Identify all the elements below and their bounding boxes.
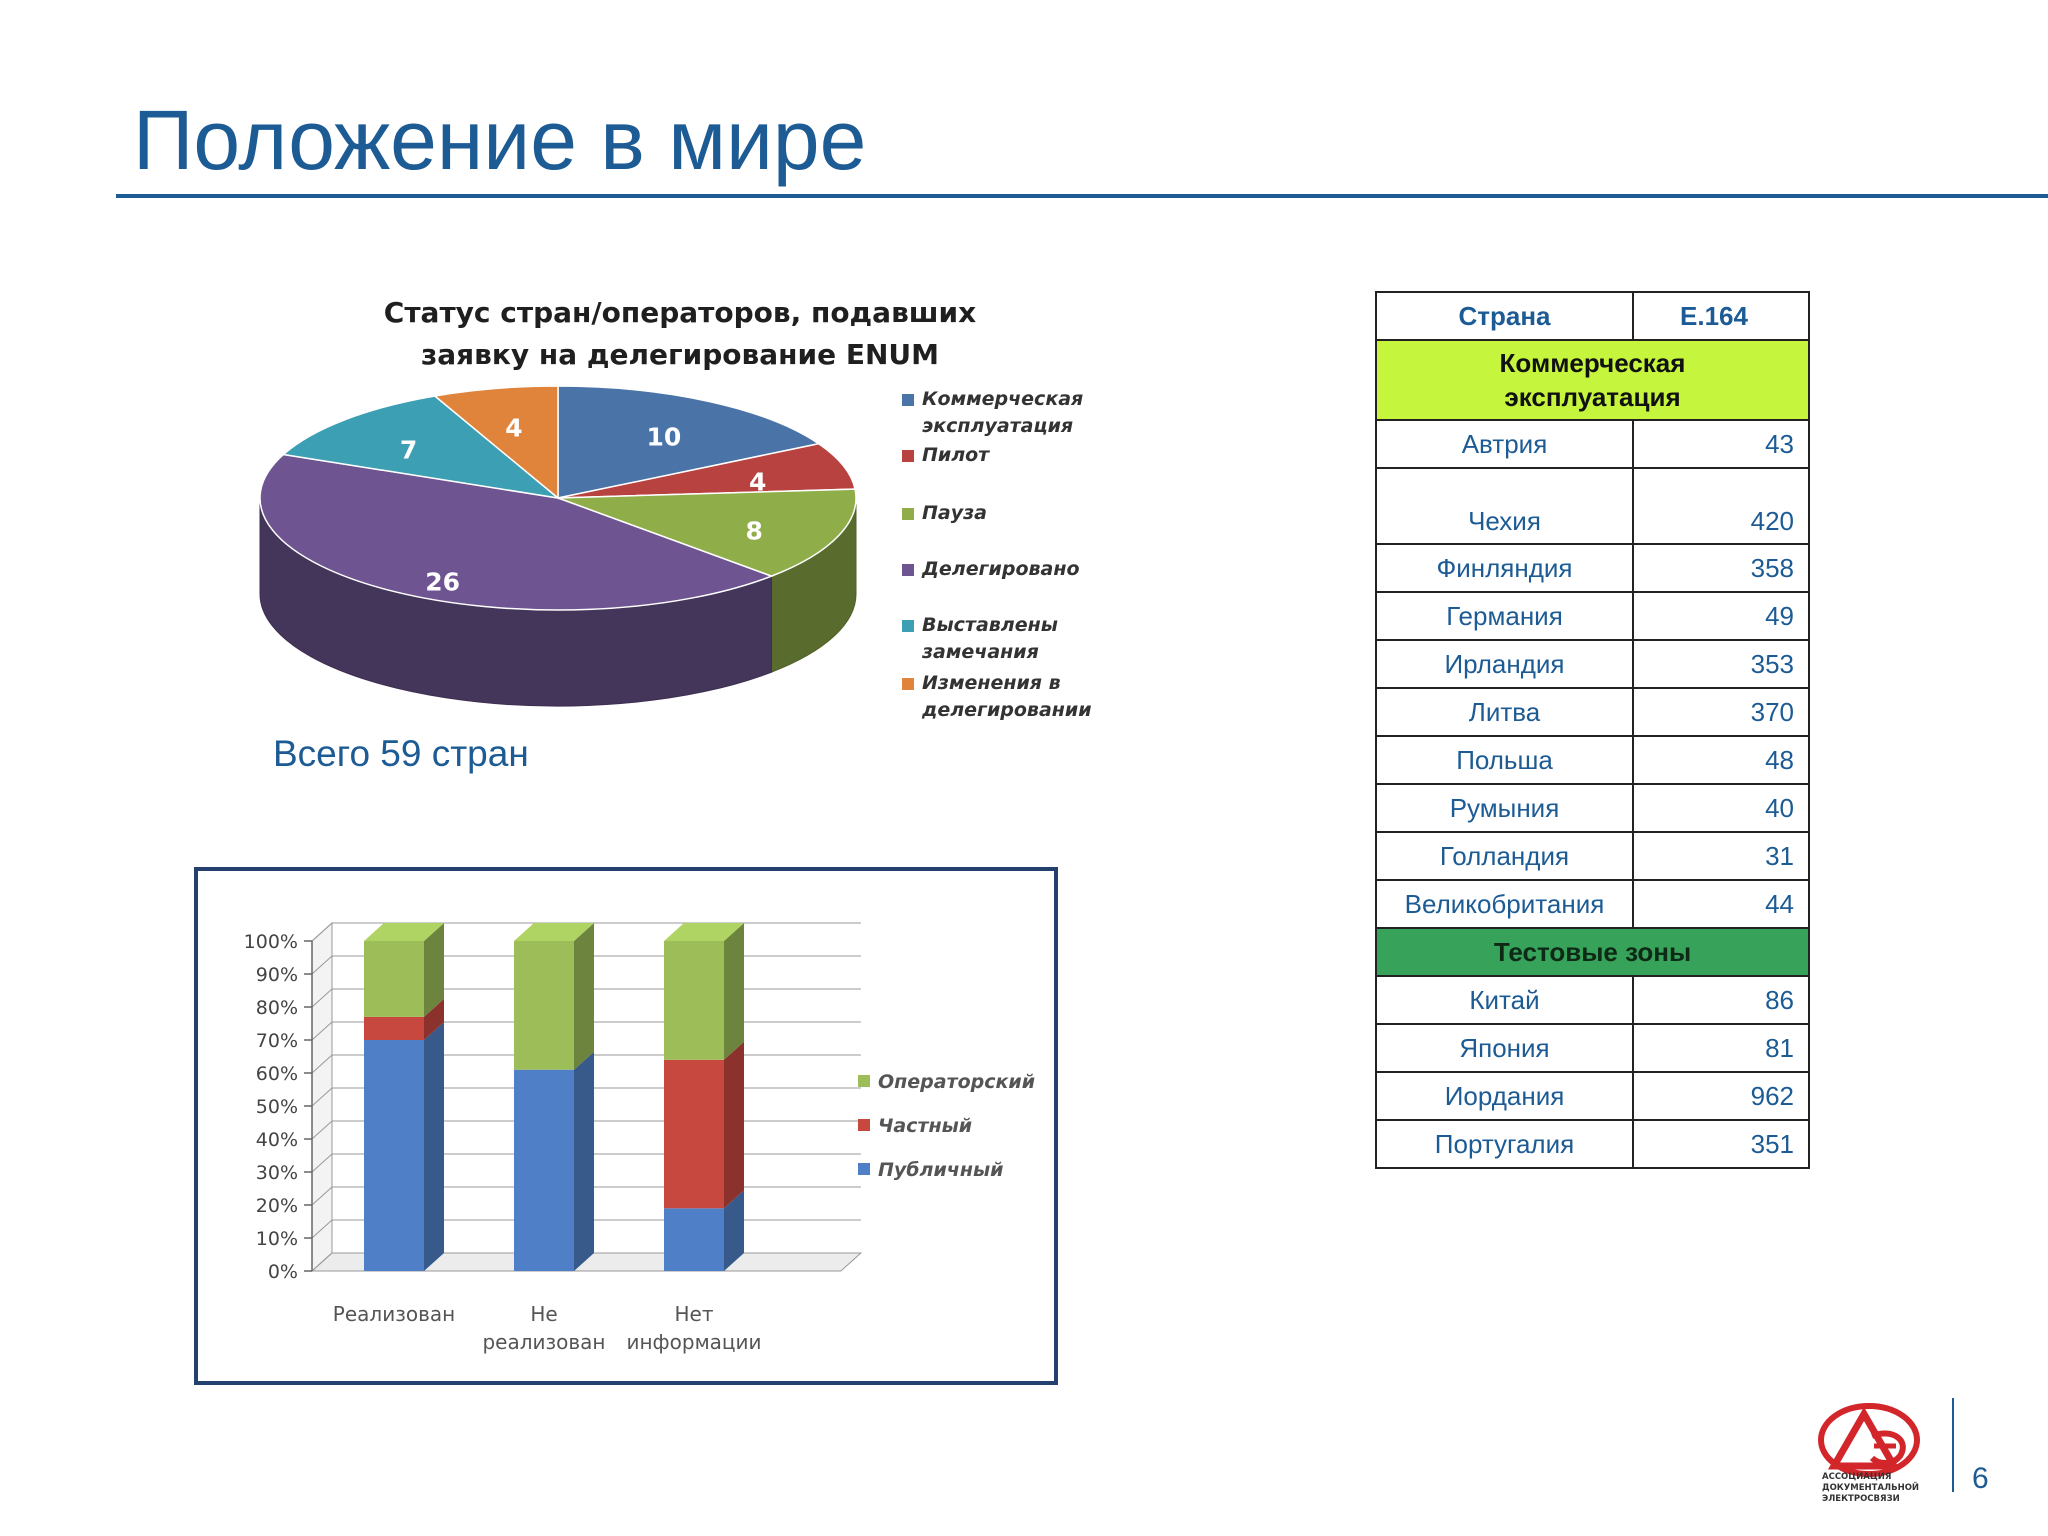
table-row	[1376, 832, 1809, 880]
y-tick-label: 10%	[255, 1228, 298, 1250]
pie-legend-item	[900, 442, 1100, 469]
pie-data-label: 4	[749, 467, 767, 497]
pie-legend-label: Делегировано	[922, 558, 1080, 580]
code-cell: 358	[1633, 544, 1809, 592]
code-cell: 31	[1633, 832, 1809, 880]
country-cell: Голландия	[1376, 832, 1633, 880]
country-cell: Литва	[1376, 688, 1633, 736]
legend-swatch	[858, 1075, 870, 1087]
table-row	[1376, 544, 1809, 592]
pie-title-line: Статус стран/операторов, подавших	[383, 296, 977, 329]
table-row	[1376, 640, 1809, 688]
pie-chart-title	[330, 292, 1030, 376]
y-tick-label: 40%	[255, 1129, 298, 1151]
pie-legend-label: Пилот	[922, 444, 990, 466]
section-title-line: Коммерческая	[1499, 348, 1686, 378]
pie-legend-item	[900, 386, 1100, 440]
section-test-zones	[1376, 928, 1809, 976]
legend-swatch	[902, 678, 914, 690]
country-cell: Германия	[1376, 592, 1633, 640]
country-cell: Польша	[1376, 736, 1633, 784]
bar-segment-side	[724, 1042, 744, 1209]
table-row	[1376, 1072, 1809, 1120]
pie-data-label: 8	[745, 516, 763, 546]
bar-legend-label: Публичный	[878, 1159, 1004, 1181]
y-tick-label: 60%	[255, 1063, 298, 1085]
pie-legend-item	[900, 556, 1100, 583]
section-title: Тестовые зоны	[1376, 928, 1809, 976]
country-cell: Автрия	[1376, 420, 1633, 468]
country-cell: Китай	[1376, 976, 1633, 1024]
legend-swatch	[902, 508, 914, 520]
legend-swatch	[858, 1119, 870, 1131]
bar-segment-side	[724, 923, 744, 1060]
bar-segment	[364, 941, 424, 1017]
code-cell: 81	[1633, 1024, 1809, 1072]
bar-chart-frame	[194, 867, 1058, 1385]
code-cell: 44	[1633, 880, 1809, 928]
bar-segment	[664, 1060, 724, 1209]
legend-swatch	[858, 1163, 870, 1175]
country-cell: Чехия	[1376, 468, 1633, 544]
table-row	[1376, 592, 1809, 640]
bar-legend-item	[858, 1071, 1035, 1093]
x-tick-label: информации	[626, 1330, 762, 1354]
table-header-row	[1376, 292, 1809, 340]
pie-data-label: 4	[505, 413, 523, 443]
bar-segment-side	[574, 1052, 594, 1271]
bar-segment	[364, 1040, 424, 1271]
bar-segment	[514, 1070, 574, 1271]
pie-legend-label: эксплуатация	[922, 415, 1074, 437]
code-cell: 353	[1633, 640, 1809, 688]
country-cell: Великобритания	[1376, 880, 1633, 928]
country-cell: Португалия	[1376, 1120, 1633, 1168]
code-cell: 43	[1633, 420, 1809, 468]
pie-legend-item	[900, 500, 1100, 527]
pie-legend-label: делегировании	[922, 699, 1092, 721]
e164-table	[1375, 291, 1810, 1169]
code-cell: 420	[1633, 468, 1809, 544]
legend-swatch	[902, 564, 914, 576]
pie-legend-label: Выставлены	[922, 614, 1058, 636]
x-tick-label: реализован	[482, 1330, 606, 1354]
code-cell: 48	[1633, 736, 1809, 784]
pie-legend-label: Коммерческая	[922, 388, 1084, 410]
bar-legend-item	[858, 1115, 972, 1137]
bar-legend-item	[858, 1159, 1003, 1181]
bar-legend-label: Операторский	[878, 1071, 1036, 1093]
bar-segment-side	[424, 1022, 444, 1271]
y-tick-label: 80%	[255, 997, 298, 1019]
pie-legend-label: Пауза	[922, 502, 987, 524]
pie-title-line: заявку на делегирование ENUM	[421, 338, 939, 371]
country-cell: Ирландия	[1376, 640, 1633, 688]
total-countries-note: Всего 59 стран	[273, 733, 529, 774]
header-country: Страна	[1376, 292, 1633, 340]
code-cell: 351	[1633, 1120, 1809, 1168]
y-tick-label: 90%	[255, 964, 298, 986]
table-row	[1376, 420, 1809, 468]
pie-legend-item	[900, 670, 1100, 724]
code-cell: 370	[1633, 688, 1809, 736]
pie-data-label: 7	[399, 435, 418, 465]
table-row	[1376, 784, 1809, 832]
logo-text: АССОЦИАЦИЯ ДОКУМЕНТАЛЬНОЙ ЭЛЕКТРОСВЯЗИ	[1822, 1472, 1920, 1504]
legend-swatch	[902, 394, 914, 406]
x-tick-label: Реализован	[332, 1302, 456, 1326]
legend-swatch	[902, 620, 914, 632]
x-tick-label: Нет	[674, 1302, 714, 1326]
bar-legend-label: Частный	[878, 1115, 973, 1137]
pie-chart	[250, 370, 870, 730]
table-row	[1376, 688, 1809, 736]
bar-segment	[514, 941, 574, 1070]
page-number: 6	[1972, 1462, 1989, 1495]
pie-legend-item	[900, 612, 1100, 666]
code-cell: 49	[1633, 592, 1809, 640]
bar-segment-side	[574, 923, 594, 1070]
y-tick-label: 70%	[255, 1030, 298, 1052]
y-tick-label: 100%	[243, 931, 298, 953]
x-tick-label: Не	[530, 1302, 558, 1326]
footer-divider	[1952, 1398, 1954, 1492]
y-tick-label: 0%	[267, 1261, 298, 1283]
table-row	[1376, 976, 1809, 1024]
country-cell: Финляндия	[1376, 544, 1633, 592]
title-underline	[116, 194, 2048, 198]
bar-segment	[664, 941, 724, 1060]
table-row	[1376, 1024, 1809, 1072]
country-cell: Румыния	[1376, 784, 1633, 832]
slide-title: Положение в мире	[133, 93, 867, 187]
pie-legend-label: Изменения в	[922, 672, 1061, 694]
code-cell: 962	[1633, 1072, 1809, 1120]
bar-segment	[664, 1208, 724, 1271]
pie-data-label: 10	[646, 422, 682, 452]
section-title-line: эксплуатация	[1504, 382, 1681, 412]
header-e164: E.164	[1633, 292, 1809, 340]
legend-swatch	[902, 450, 914, 462]
table-row	[1376, 468, 1809, 544]
bar-segment	[364, 1017, 424, 1040]
code-cell: 86	[1633, 976, 1809, 1024]
y-tick-label: 50%	[255, 1096, 298, 1118]
table-row	[1376, 880, 1809, 928]
country-cell: Иордания	[1376, 1072, 1633, 1120]
table-row	[1376, 1120, 1809, 1168]
section-commercial	[1376, 340, 1809, 420]
pie-legend-label: замечания	[922, 641, 1039, 663]
section-title	[1376, 340, 1809, 420]
code-cell: 40	[1633, 784, 1809, 832]
table-row	[1376, 736, 1809, 784]
y-tick-label: 30%	[255, 1162, 298, 1184]
pie-data-label: 26	[425, 567, 461, 597]
country-cell: Япония	[1376, 1024, 1633, 1072]
y-tick-label: 20%	[255, 1195, 298, 1217]
